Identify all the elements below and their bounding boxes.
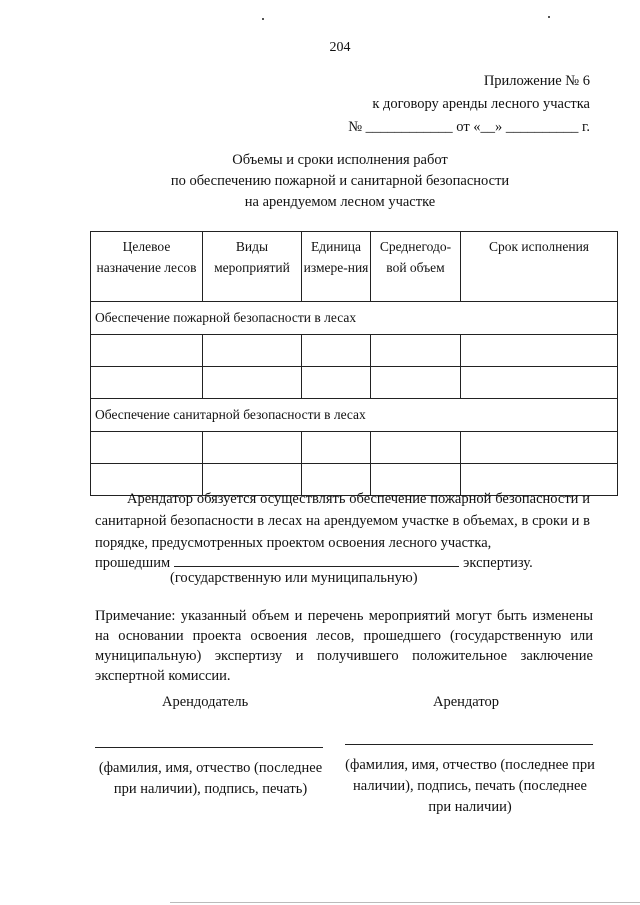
header-cell: Виды мероприятий: [203, 232, 302, 302]
blank-line: [174, 552, 459, 567]
appendix-number-date: № ____________ от «__» __________ г.: [348, 119, 590, 135]
title-line-2: по обеспечению пожарной и санитарной безопасности: [170, 173, 510, 189]
lessee-signature-caption: (фамилия, имя, отчество (последнее при наличии), подпись, печать (последнее при наличии): [345, 757, 595, 815]
header-cell: Срок исполнения: [461, 232, 618, 302]
table-cell: [461, 335, 618, 367]
table-cell: [302, 432, 371, 464]
header-cell: Среднегодо-вой объем: [371, 232, 461, 302]
header-cell: Единица измере-ния: [302, 232, 371, 302]
page-number: 204: [329, 40, 351, 55]
appendix-contract: к договору аренды лесного участка: [372, 96, 590, 112]
table-cell: [302, 335, 371, 367]
expertise-hint: (государственную или муниципальную): [170, 570, 418, 586]
table-cell: [203, 367, 302, 399]
section-sanitary-safety: Обеспечение санитарной безопасности в лесах: [91, 399, 618, 432]
table-section-row: [91, 302, 618, 335]
table-cell: [91, 432, 203, 464]
table-cell: [91, 335, 203, 367]
expertise-line-end: экспертизу.: [463, 555, 533, 571]
table-row: [91, 367, 618, 399]
table-cell: [371, 335, 461, 367]
table-cell: [461, 432, 618, 464]
note-paragraph: Примечание: указанный объем и перечень мероприятий могут быть изменены на основании проекта освоения лесов, прошедшего (государственную или муниципальную) экспертизу и получившего положительное заключение экспертной комиссии.: [95, 608, 593, 684]
appendix-title: Приложение № 6: [483, 73, 590, 89]
document-title: [60, 150, 620, 213]
scan-speck: [262, 18, 264, 20]
expertise-line-start: прошедшим: [95, 555, 171, 571]
title-line-1: Объемы и сроки исполнения работ: [232, 152, 448, 168]
table-cell: [203, 335, 302, 367]
lessee-signature-line: [345, 744, 593, 745]
lessee-title: Арендатор: [433, 694, 500, 710]
table-cell: [203, 432, 302, 464]
appendix-block: [250, 70, 590, 139]
table-cell: [371, 432, 461, 464]
works-table: [90, 231, 618, 496]
obligation-paragraph: Арендатор обязуется осуществлять обеспечение пожарной безопасности и санитарной безопасности в лесах на арендуемом участке в объемах, в сроки и в порядке, предусмотренных проектом освоения лесного участка,: [95, 491, 590, 551]
table-section-row: [91, 399, 618, 432]
table-cell: [461, 367, 618, 399]
lessor-signature-caption: (фамилия, имя, отчество (последнее при наличии), подпись, печать): [98, 760, 323, 797]
table-header-row: [91, 232, 618, 302]
table-cell: [302, 367, 371, 399]
lessor-signature-line: [95, 747, 323, 748]
lessor-title: Арендодатель: [162, 694, 249, 710]
section-fire-safety: Обеспечение пожарной безопасности в лесах: [91, 302, 618, 335]
table-row: [91, 432, 618, 464]
scan-speck: [548, 16, 550, 18]
title-line-3: на арендуемом лесном участке: [244, 194, 436, 210]
header-cell: Целевое назначение лесов: [91, 232, 203, 302]
table-cell: [371, 367, 461, 399]
scan-edge: [170, 902, 640, 903]
table-cell: [91, 367, 203, 399]
table-row: [91, 335, 618, 367]
